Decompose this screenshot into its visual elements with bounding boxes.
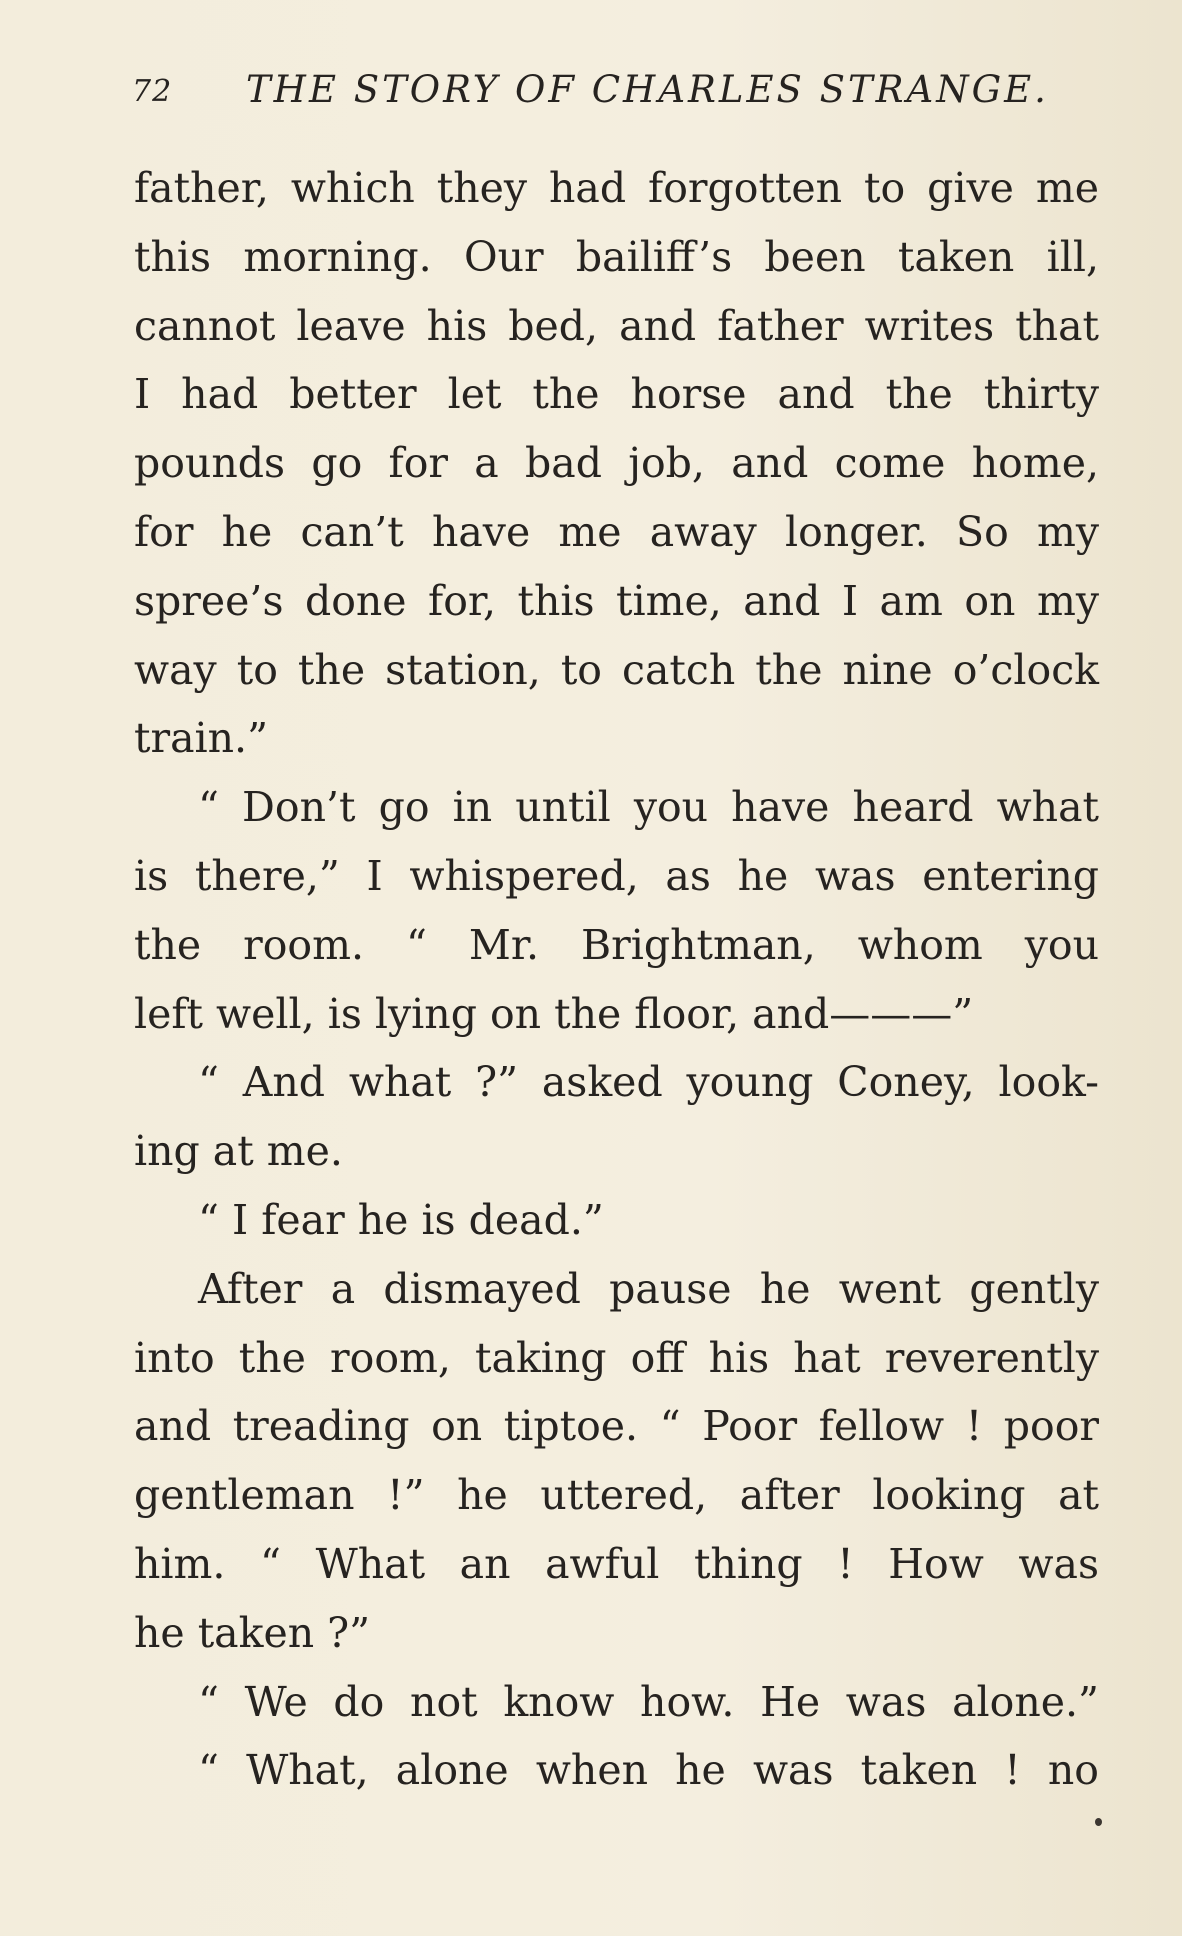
text-line: “ What, alone when he was taken ! no (198, 1746, 1099, 1795)
text-line: the room. “ Mr. Brightman, whom you (134, 920, 1099, 969)
text-line: After a dismayed pause he went gently (198, 1264, 1099, 1313)
running-title: THE STORY OF CHARLES STRANGE. (246, 68, 1049, 111)
page-number: 72 (132, 74, 173, 109)
text-line: left well, is lying on the floor, and———” (134, 989, 974, 1038)
text-line: train.” (134, 714, 269, 763)
text-line: and treading on tiptoe. “ Poor fellow ! poor (134, 1402, 1099, 1451)
body-text (134, 154, 1099, 1805)
page-header (132, 66, 1049, 126)
text-line: “ I fear he is dead.” (198, 1195, 604, 1244)
text-line: he taken ?” (134, 1608, 371, 1657)
text-line: gentleman !” he uttered, after looking at (134, 1471, 1099, 1520)
ink-speck (1095, 1818, 1102, 1826)
text-line: ing at me. (134, 1127, 343, 1176)
text-line: pounds go for a bad job, and come home, (134, 439, 1099, 488)
text-line: spree’s done for, this time, and I am on my (134, 576, 1099, 625)
text-line: “ Don’t go in until you have heard what (198, 783, 1099, 832)
text-line: way to the station, to catch the nine o’clock (134, 645, 1099, 694)
text-line: is there,” I whispered, as he was entering (134, 851, 1099, 900)
text-line: “ And what ?” asked young Coney, look- (198, 1058, 1099, 1107)
text-line: cannot leave his bed, and father writes that (134, 301, 1099, 350)
text-line: into the room, taking off his hat reverently (134, 1333, 1099, 1382)
text-line: for he can’t have me away longer. So my (134, 507, 1099, 556)
text-line: him. “ What an awful thing ! How was (134, 1539, 1099, 1588)
text-line: “ We do not know how. He was alone.” (198, 1677, 1099, 1726)
text-line: father, which they had forgotten to give me (134, 164, 1099, 212)
text-line: I had better let the horse and the thirty (134, 370, 1099, 419)
text-line: this morning. Our bailiff’s been taken ill, (134, 232, 1099, 281)
